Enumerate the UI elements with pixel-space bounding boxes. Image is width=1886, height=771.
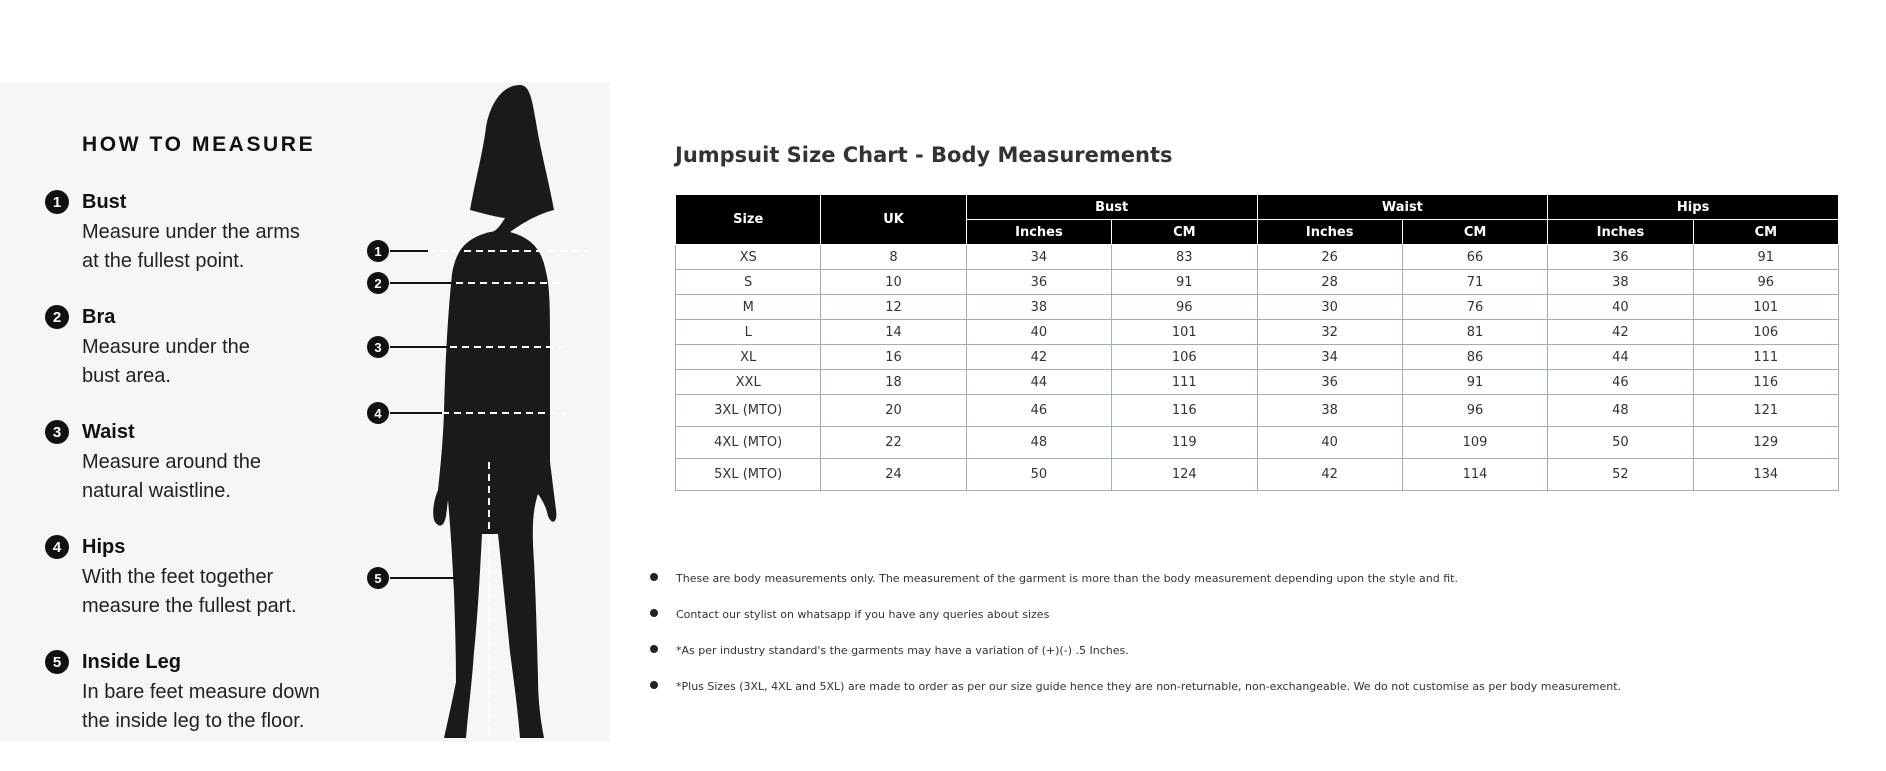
- bullet-icon: [650, 645, 658, 653]
- cell-hips-cm: 116: [1693, 370, 1838, 395]
- svg-text:5: 5: [374, 571, 382, 586]
- cell-bust-cm: 101: [1112, 320, 1257, 345]
- svg-text:3: 3: [374, 340, 382, 355]
- cell-bust-inches: 42: [966, 345, 1111, 370]
- cell-uk: 10: [821, 270, 966, 295]
- note-item: [650, 680, 1621, 716]
- cell-hips-inches: 42: [1548, 320, 1693, 345]
- cell-size: 4XL (MTO): [676, 427, 821, 459]
- svg-text:4: 4: [374, 406, 382, 421]
- step-description: Measure under the bust area.: [82, 336, 250, 387]
- table-row: [676, 295, 1839, 320]
- step-bra: [45, 303, 365, 391]
- table-row: [676, 345, 1839, 370]
- cell-uk: 22: [821, 427, 966, 459]
- cell-bust-inches: 44: [966, 370, 1111, 395]
- note-text: These are body measurements only. The measurement of the garment is more than the body measurement depending upon the style and fit.: [676, 572, 1458, 585]
- step-number-badge: 2: [45, 305, 69, 329]
- note-item: [650, 608, 1621, 644]
- step-name: Bra: [82, 305, 116, 328]
- cell-uk: 24: [821, 459, 966, 491]
- cell-bust-cm: 96: [1112, 295, 1257, 320]
- header-size: Size: [676, 195, 821, 245]
- cell-bust-cm: 116: [1112, 395, 1257, 427]
- header-hips-inches: Inches: [1548, 220, 1693, 245]
- cell-bust-cm: 83: [1112, 245, 1257, 270]
- step-number-badge: 3: [45, 420, 69, 444]
- table-row: [676, 270, 1839, 295]
- cell-waist-cm: 66: [1402, 245, 1547, 270]
- header-waist: Waist: [1257, 195, 1548, 220]
- cell-hips-cm: 111: [1693, 345, 1838, 370]
- size-chart-table: [675, 194, 1839, 491]
- size-notes-list: [650, 572, 1621, 716]
- cell-waist-inches: 42: [1257, 459, 1402, 491]
- step-name: Waist: [82, 420, 135, 443]
- table-row: [676, 427, 1839, 459]
- table-row: [676, 395, 1839, 427]
- cell-bust-cm: 106: [1112, 345, 1257, 370]
- cell-waist-cm: 91: [1402, 370, 1547, 395]
- cell-bust-inches: 34: [966, 245, 1111, 270]
- cell-uk: 16: [821, 345, 966, 370]
- cell-waist-inches: 40: [1257, 427, 1402, 459]
- silhouette-icon: [433, 85, 556, 738]
- cell-size: M: [676, 295, 821, 320]
- cell-waist-cm: 71: [1402, 270, 1547, 295]
- cell-bust-cm: 91: [1112, 270, 1257, 295]
- step-waist: [45, 418, 365, 506]
- cell-hips-inches: 50: [1548, 427, 1693, 459]
- cell-hips-cm: 91: [1693, 245, 1838, 270]
- cell-bust-inches: 46: [966, 395, 1111, 427]
- figure-marker-5: [367, 567, 389, 589]
- cell-uk: 14: [821, 320, 966, 345]
- header-bust-cm: CM: [1112, 220, 1257, 245]
- step-hips: [45, 533, 365, 621]
- step-number-badge: 1: [45, 190, 69, 214]
- cell-bust-inches: 48: [966, 427, 1111, 459]
- cell-hips-cm: 129: [1693, 427, 1838, 459]
- table-row: [676, 370, 1839, 395]
- cell-waist-inches: 38: [1257, 395, 1402, 427]
- cell-hips-cm: 134: [1693, 459, 1838, 491]
- cell-size: L: [676, 320, 821, 345]
- bullet-icon: [650, 681, 658, 689]
- step-description: With the feet together measure the fullest part.: [82, 566, 297, 617]
- size-chart-title: Jumpsuit Size Chart - Body Measurements: [675, 143, 1173, 167]
- figure-marker-4: [367, 402, 389, 424]
- header-hips: Hips: [1548, 195, 1839, 220]
- header-waist-cm: CM: [1402, 220, 1547, 245]
- cell-size: XL: [676, 345, 821, 370]
- cell-hips-cm: 101: [1693, 295, 1838, 320]
- cell-size: XS: [676, 245, 821, 270]
- step-description: Measure under the arms at the fullest point.: [82, 221, 300, 272]
- cell-hips-inches: 46: [1548, 370, 1693, 395]
- cell-hips-cm: 96: [1693, 270, 1838, 295]
- header-bust-inches: Inches: [966, 220, 1111, 245]
- header-hips-cm: CM: [1693, 220, 1838, 245]
- cell-uk: 12: [821, 295, 966, 320]
- cell-waist-inches: 34: [1257, 345, 1402, 370]
- cell-hips-inches: 44: [1548, 345, 1693, 370]
- body-silhouette-figure: [360, 82, 620, 742]
- cell-hips-inches: 36: [1548, 245, 1693, 270]
- cell-hips-inches: 40: [1548, 295, 1693, 320]
- cell-bust-inches: 50: [966, 459, 1111, 491]
- cell-size: 3XL (MTO): [676, 395, 821, 427]
- cell-hips-inches: 38: [1548, 270, 1693, 295]
- cell-waist-cm: 86: [1402, 345, 1547, 370]
- table-row: [676, 459, 1839, 491]
- cell-uk: 18: [821, 370, 966, 395]
- cell-waist-inches: 32: [1257, 320, 1402, 345]
- cell-waist-inches: 36: [1257, 370, 1402, 395]
- figure-marker-1: [367, 240, 389, 262]
- cell-waist-cm: 114: [1402, 459, 1547, 491]
- step-bust: [45, 188, 365, 276]
- cell-bust-inches: 36: [966, 270, 1111, 295]
- table-row: [676, 320, 1839, 345]
- cell-hips-inches: 48: [1548, 395, 1693, 427]
- cell-uk: 8: [821, 245, 966, 270]
- cell-hips-inches: 52: [1548, 459, 1693, 491]
- header-uk: UK: [821, 195, 966, 245]
- cell-bust-inches: 38: [966, 295, 1111, 320]
- figure-marker-2: [367, 272, 389, 294]
- header-waist-inches: Inches: [1257, 220, 1402, 245]
- note-text: Contact our stylist on whatsapp if you have any queries about sizes: [676, 608, 1050, 621]
- note-item: [650, 572, 1621, 608]
- cell-waist-inches: 30: [1257, 295, 1402, 320]
- cell-waist-cm: 81: [1402, 320, 1547, 345]
- cell-size: S: [676, 270, 821, 295]
- cell-bust-cm: 111: [1112, 370, 1257, 395]
- step-description: Measure around the natural waistline.: [82, 451, 262, 502]
- cell-size: XXL: [676, 370, 821, 395]
- note-text: *As per industry standard's the garments may have a variation of (+)(-) .5 Inches.: [676, 644, 1129, 657]
- cell-hips-cm: 121: [1693, 395, 1838, 427]
- step-number-badge: 4: [45, 535, 69, 559]
- svg-text:1: 1: [374, 244, 382, 259]
- cell-waist-inches: 26: [1257, 245, 1402, 270]
- cell-bust-inches: 40: [966, 320, 1111, 345]
- cell-bust-cm: 124: [1112, 459, 1257, 491]
- cell-waist-cm: 109: [1402, 427, 1547, 459]
- note-item: [650, 644, 1621, 680]
- step-number-badge: 5: [45, 650, 69, 674]
- step-name: Hips: [82, 535, 126, 558]
- note-text: *Plus Sizes (3XL, 4XL and 5XL) are made to order as per our size guide hence they are non-returnable, non-exchangeable. We do not customise as per body measurement.: [676, 680, 1622, 693]
- svg-text:2: 2: [374, 276, 382, 291]
- how-to-measure-title: HOW TO MEASURE: [82, 133, 316, 156]
- cell-bust-cm: 119: [1112, 427, 1257, 459]
- bullet-icon: [650, 573, 658, 581]
- cell-size: 5XL (MTO): [676, 459, 821, 491]
- step-description: In bare feet measure down the inside leg to the floor.: [82, 681, 320, 732]
- cell-uk: 20: [821, 395, 966, 427]
- step-name: Bust: [82, 190, 127, 213]
- bullet-icon: [650, 609, 658, 617]
- step-name: Inside Leg: [82, 650, 181, 673]
- step-inside-leg: [45, 648, 365, 736]
- table-row: [676, 245, 1839, 270]
- header-bust: Bust: [966, 195, 1257, 220]
- cell-waist-cm: 76: [1402, 295, 1547, 320]
- figure-marker-3: [367, 336, 389, 358]
- cell-waist-inches: 28: [1257, 270, 1402, 295]
- cell-waist-cm: 96: [1402, 395, 1547, 427]
- cell-hips-cm: 106: [1693, 320, 1838, 345]
